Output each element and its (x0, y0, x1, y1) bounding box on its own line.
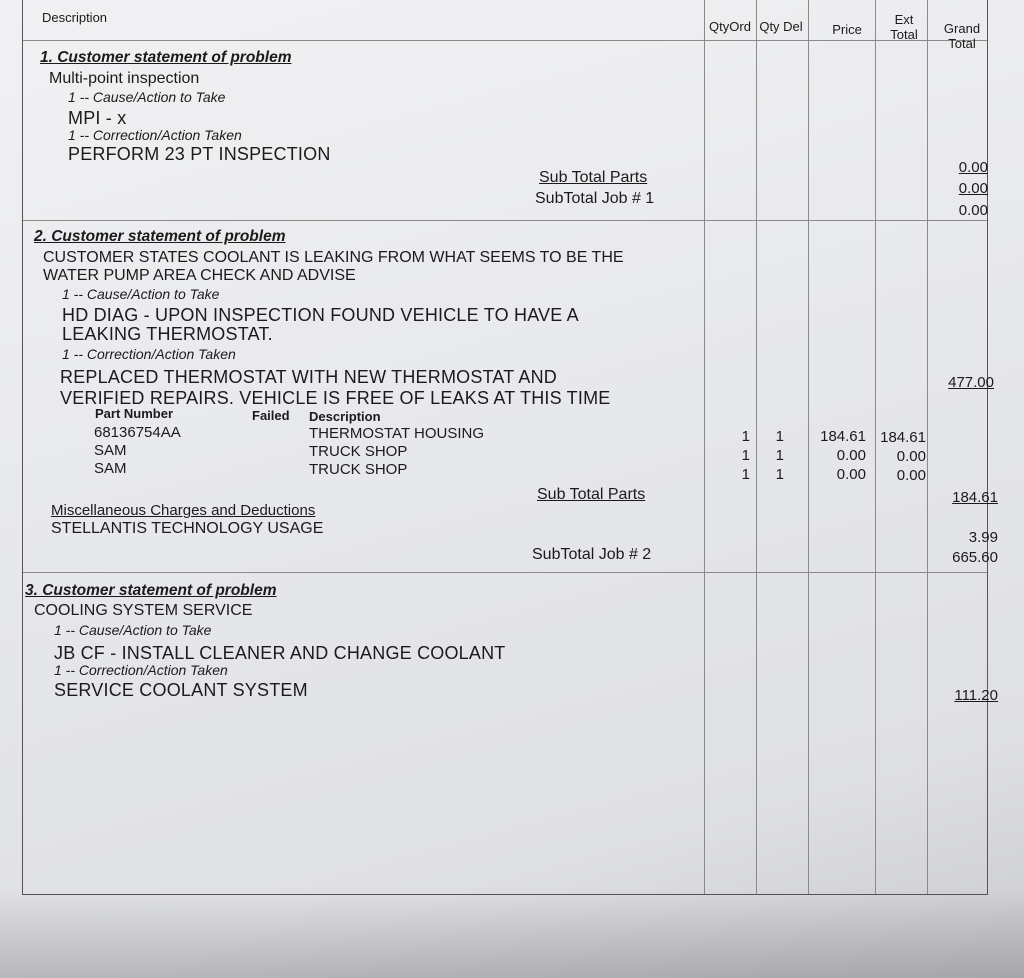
column-divider (704, 0, 705, 894)
page-shadow (0, 888, 1024, 978)
header-description: Description (42, 10, 108, 25)
job1-sub-total-parts-label: Sub Total Parts (539, 169, 648, 186)
parts-header-part-number: Part Number (95, 406, 174, 421)
part-qty-ord: 1 (741, 447, 750, 464)
part-number: SAM (94, 460, 127, 477)
job1-complaint: Multi-point inspection (49, 70, 200, 87)
job-divider (23, 572, 987, 573)
job1-subtotal-job-label: SubTotal Job # 1 (535, 190, 655, 207)
job2-complaint-line1: CUSTOMER STATES COOLANT IS LEAKING FROM WHAT SEEMS TO BE THE (43, 249, 624, 266)
part-price: 0.00 (836, 447, 866, 464)
header-grand: Grand (943, 21, 981, 36)
job3-labor-total: 111.20 (954, 687, 998, 704)
job1-cause-label: 1 -- Cause/Action to Take (68, 89, 226, 105)
job1-correction-label: 1 -- Correction/Action Taken (68, 127, 242, 143)
job2-title: 2. Customer statement of problem (34, 228, 286, 245)
part-qty-del: 1 (775, 428, 784, 445)
job2-correction-line1: REPLACED THERMOSTAT WITH NEW THERMOSTAT AND (60, 367, 557, 387)
job3-title: 3. Customer statement of problem (25, 582, 277, 599)
job-divider (23, 220, 987, 221)
column-divider (927, 0, 928, 894)
part-qty-del: 1 (775, 447, 784, 464)
part-price: 184.61 (820, 428, 866, 445)
part-ext-total: 0.00 (896, 467, 926, 484)
job2-cause-label: 1 -- Cause/Action to Take (62, 286, 220, 302)
part-qty-ord: 1 (741, 466, 750, 483)
part-ext-total: 184.61 (880, 429, 926, 446)
header-divider (23, 40, 987, 41)
part-ext-total: 0.00 (896, 448, 926, 465)
job3-cause-label: 1 -- Cause/Action to Take (54, 622, 212, 638)
job1-subtotal-job: 0.00 (958, 202, 988, 219)
column-divider (875, 0, 876, 894)
job2-labor-total: 477.00 (948, 374, 994, 391)
column-divider (756, 0, 757, 894)
job2-subtotal-job: 665.60 (952, 549, 998, 566)
job3-correction-label: 1 -- Correction/Action Taken (54, 662, 228, 678)
part-number: SAM (94, 442, 127, 459)
header-grand-total: Total (948, 36, 976, 51)
job3-complaint: COOLING SYSTEM SERVICE (34, 602, 253, 619)
job2-cause-line2: LEAKING THERMOSTAT. (62, 324, 273, 344)
job1-cause: MPI - x (68, 108, 127, 128)
job1-labor-total: 0.00 (958, 159, 988, 176)
job2-cause-line1: HD DIAG - UPON INSPECTION FOUND VEHICLE TO HAVE A (62, 305, 579, 325)
part-description: THERMOSTAT HOUSING (309, 425, 485, 442)
job2-complaint-line2: WATER PUMP AREA CHECK AND ADVISE (43, 267, 356, 284)
parts-header-description: Description (309, 409, 381, 424)
part-qty-ord: 1 (741, 428, 750, 445)
job3-correction: SERVICE COOLANT SYSTEM (54, 680, 308, 700)
header-qty-ord: QtyOrd (709, 19, 751, 34)
misc-charge-amount: 3.99 (968, 529, 998, 546)
job2-sub-total-parts: 184.61 (952, 489, 998, 506)
misc-charges-label: Miscellaneous Charges and Deductions (51, 502, 316, 519)
header-ext: Ext (894, 12, 914, 27)
job1-correction: PERFORM 23 PT INSPECTION (68, 144, 331, 164)
job2-subtotal-job-label: SubTotal Job # 2 (532, 546, 652, 563)
job2-correction-label: 1 -- Correction/Action Taken (62, 346, 236, 362)
misc-charge-item: STELLANTIS TECHNOLOGY USAGE (51, 520, 324, 537)
job2-sub-total-parts-label: Sub Total Parts (537, 486, 646, 503)
parts-header-failed: Failed (252, 408, 290, 423)
header-ext-total: Total (890, 27, 918, 42)
job3-cause: JB CF - INSTALL CLEANER AND CHANGE COOLANT (54, 643, 506, 663)
part-description: TRUCK SHOP (309, 443, 408, 460)
header-price: Price (832, 22, 862, 37)
job1-title: 1. Customer statement of problem (40, 49, 292, 66)
part-description: TRUCK SHOP (309, 461, 408, 478)
job2-correction-line2: VERIFIED REPAIRS. VEHICLE IS FREE OF LEAKS AT THIS TIME (60, 388, 611, 408)
part-price: 0.00 (836, 466, 866, 483)
job1-sub-total-parts: 0.00 (958, 180, 988, 197)
header-qty-del: Qty Del (759, 19, 803, 34)
part-number: 68136754AA (94, 424, 181, 441)
part-qty-del: 1 (775, 466, 784, 483)
